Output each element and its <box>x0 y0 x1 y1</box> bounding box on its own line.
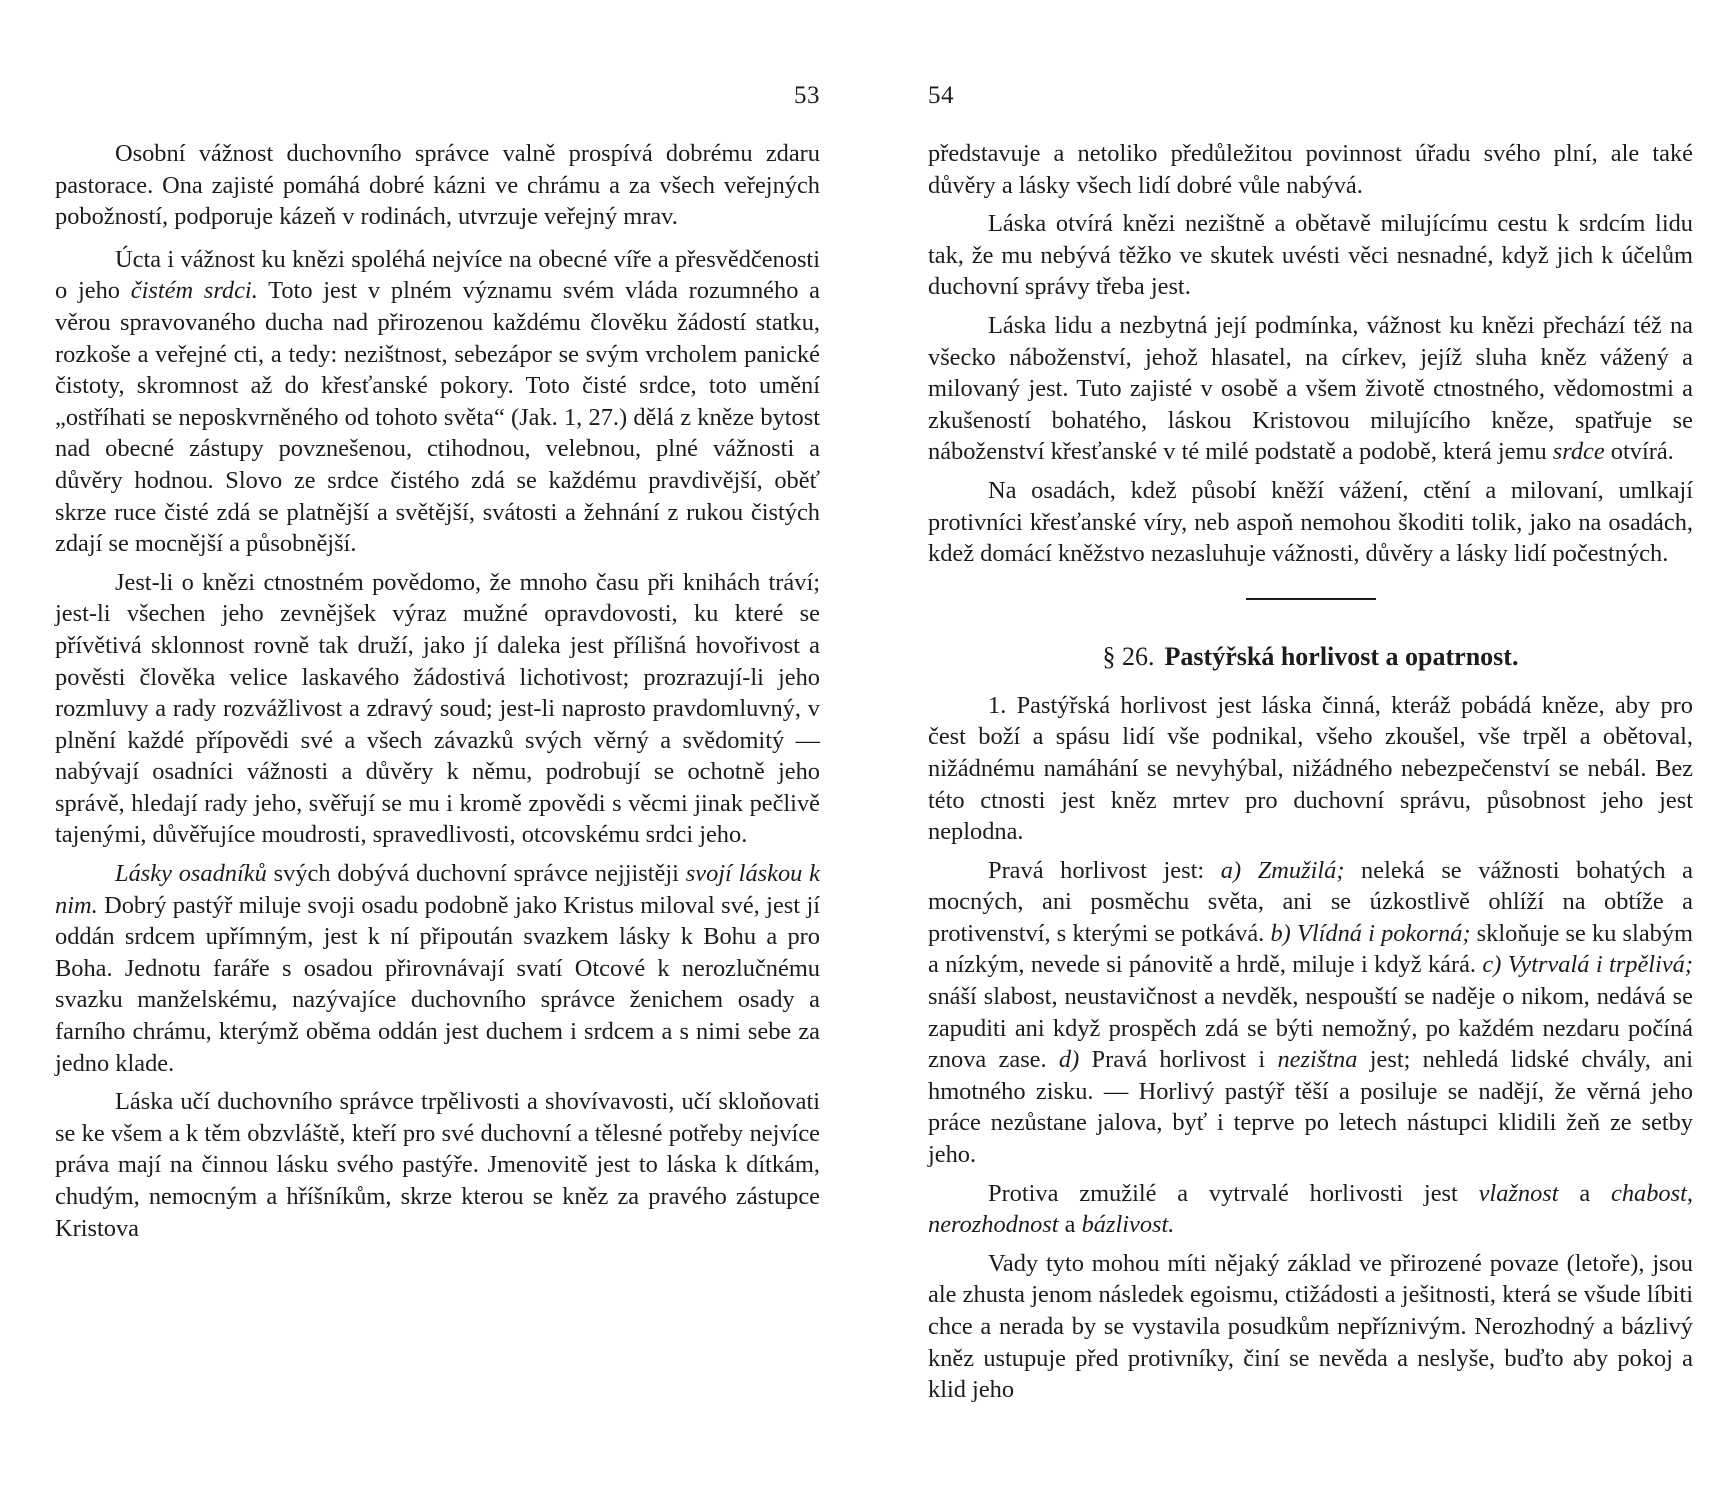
paragraph: Láska otvírá knězi nezištně a obětavě milujícímu cestu k srdcím lidu tak, že mu nebývá těžko ve skutek uvésti věci nesnadné, když jich k účelům duchovní správy třeba jest. <box>928 210 1693 301</box>
paragraph: Na osadách, kdež působí kněží vážení, ctění a milovaní, umlkají protivníci křesťanské víry, neb aspoň nemohou škoditi tolik, jako na osadách, kdež domácí kněžstvo nezasluhuje vážnosti, důvěry a lásky lidí počestných. <box>928 476 1693 568</box>
paragraph: Jest-li o knězi ctnostném povědomo, že mnoho času při knihách tráví; jest-li všechen jeho zevnějšek výraz mužné opravdovosti, ku které se přívětivá sklonnost rovně tak druží, jako jí daleka jest přílišná hovořivost a pověsti člověka velice laskavého žádostivá lichotivost; prozrazují-li jeho rozmluvy a rady rozvážlivost a zdravý soud; jest-li naprosto pravdomluvný, v plnění každé přípovědi své a všech závazků svých věrný a svědomitý — nabývají osadníci vážnosti a důvěry k němu, podrobují se ochotně jeho správě, hledají rady jeho, svěřují se mu i kromě zpovědi s věcmi jinak pečlivě tajenými, důvěřujíce moudrosti, spravedlivosti, otcovskému srdci jeho. <box>55 568 820 849</box>
section-divider <box>1246 598 1376 600</box>
page-number: 53 <box>794 82 820 109</box>
paragraph: Láska lidu a nezbytná její podmínka, vážnost ku knězi přechází též na všecko náboženství, jehož hlasatel, na církev, jejíž sluha kněz vážený a milovaný jest. Tuto zajisté v osobě a všem životě ctnostného, vědomostmi a zkušeností bohatého, láskou Kristovou milujícího kněze, spatřuje se náboženství křesťanské v té milé podstatě a podobě, která jemu srdce otvírá. <box>928 311 1693 466</box>
paragraph: Láska učí duchovního správce trpělivosti a shovívavosti, učí skloňovati se ke všem a k těm obzvláště, kteří pro své duchovní a tělesné potřeby nejvíce práva mají na činnou lásku svého pastýře. Jmenovitě jest to láska k dítkám, chudým, nemocným a hříšníkům, skrze kterou se kněz za pravého zástupce Kristova <box>55 1088 820 1242</box>
paragraph: Lásky osadníků svých dobývá duchovní správce nejjistěji svojí láskou k nim. Dobrý pastýř miluje svoji osadu podobně jako Kristus miloval své, jest jí oddán srdcem upřímným, jest k ní připoután svazkem lásky k Bohu a pro Boha. Jednotu faráře s osadou přirovnávají svatí Otcové k nerozlučnému svazku manželskému, nazývajíce duchovního správce ženichem osady a farního chrámu, kterýmž oběma oddán jest duchem i srdcem a s nimi sebe za jedno klade. <box>55 860 820 1077</box>
paragraph: 1. Pastýřská horlivost jest láska činná, kteráž pobádá kněze, aby pro čest boží a spásu lidí vše podnikal, všeho zkoušel, vše trpěl a obětoval, nižádnému namáhání se nevyhýbal, nižádného nebezpečenství se nebál. Bez této ctnosti jest kněz mrtev pro duchovní správu, působnost jeho jest neplodna. <box>928 691 1693 846</box>
paragraph: představuje a netoliko předůležitou povinnost úřadu svého plní, ale také důvěry a lásky všech lidí dobré vůle nabývá. <box>928 140 1693 199</box>
paragraph: Pravá horlivost jest: a) Zmužilá; neleká se vážnosti bohatých a mocných, ani posměchu světa, ani se úzkostlivě ohlíží na obtíže a protivenství, s kterými se potkává. b) Vlídná i pokorná; skloňuje se ku slabým a nízkým, nevede si pánovitě a hrdě, miluje i když kárá. c) Vytrvalá i trpělivá; snáší slabost, neustavičnost a nevděk, nespouští se naděje o nikom, nedává se zapuditi ani když prospěch zdá se býti nemožný, po každém nezdaru počíná znova zase. d) Pravá horlivost i nezištna jest; nehledá lidské chvály, ani hmotného zisku. — Horlivý pastýř těší a posiluje se nadějí, že věrná jeho práce nezůstane jalova, byť i teprve po letech nástupci klidili žeň ze setby jeho. <box>928 856 1694 1169</box>
section-title: Pastýřská horlivost a opatrnost. <box>1164 641 1519 671</box>
left-page <box>55 80 820 1251</box>
right-page <box>928 80 1693 1413</box>
paragraph: Osobní vážnost duchovního správce valně prospívá dobrému zdaru pastorace. Ona zajisté pomáhá dobré kázni ve chrámu a za všech veřejných pobožností, podporuje kázeň v rodinách, utvrzuje veřejný mrav. <box>55 140 820 231</box>
section-number: § 26. <box>1102 641 1155 671</box>
page-body <box>55 138 820 1244</box>
page-number: 54 <box>928 82 954 109</box>
paragraph: Vady tyto mohou míti nějaký základ ve přirozené povaze (letoře), jsou ale zhusta jenom následek egoismu, ctižádosti a ješitnosti, která se všude líbiti chce a nerada by se vystavila posudkům nepříznivým. Nerozhodný a bázlivý kněz ustupuje před protivníky, činí se nevěda a neslyše, buďto aby pokoj a klid jeho <box>928 1249 1693 1404</box>
paragraph: Protiva zmužilé a vytrvalé horlivosti jest vlažnost a chabost, nerozhodnost a bázlivost. <box>928 1179 1693 1239</box>
section-heading <box>928 640 1693 674</box>
paragraph: Úcta i vážnost ku knězi spoléhá nejvíce na obecné víře a přesvědčenosti o jeho čistém srdci. Toto jest v plném významu svém vláda rozumného a věrou spravovaného ducha nad přirozenou každému člověku žádostí statku, rozkoše a veřejné cti, a tedy: nezištnost, sebezápor se svým vrcholem panické čistoty, skromnost až do křesťanské pokory. Toto čisté srdce, toto umění „ostříhati se neposkvrněného od tohoto světa“ (Jak. 1, 27.) dělá z kněze bytost nad obecné zástupy povznešenou, ctihodnou, velebnou, plné vážnosti a důvěry hodnou. Slovo ze srdce čistého zdá se každému pravdivější, oběť skrze ruce čisté zdá se platnější a světější, svátosti a žehnání z rukou čistých zdají se mocnější a působnější. <box>55 245 820 558</box>
page-body <box>928 138 1693 1406</box>
